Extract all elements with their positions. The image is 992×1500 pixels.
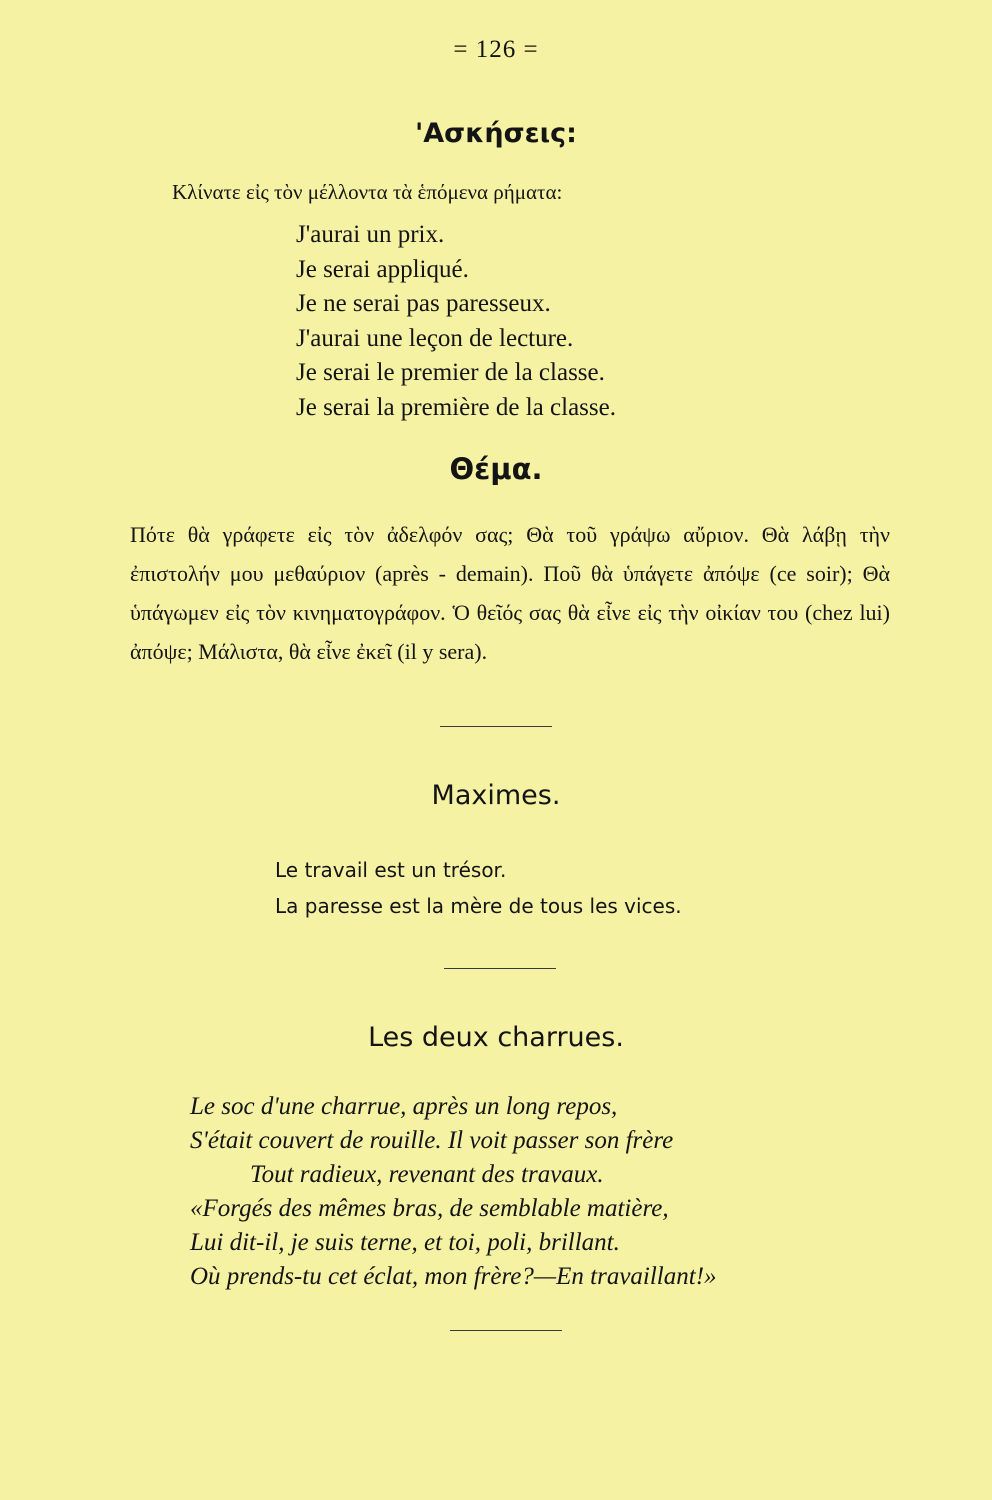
exercise-sentence: Je ne serai pas paresseux. (296, 290, 551, 317)
maxim-line: La paresse est la mère de tous les vices. (275, 894, 682, 918)
poem-line: Où prends-tu cet éclat, mon frère?—En travaillant!» (190, 1263, 717, 1290)
page-number: = 126 = (453, 36, 539, 63)
poem-line: Le soc d'une charrue, après un long repos, (190, 1093, 618, 1120)
exercise-sentence: J'aurai un prix. (296, 221, 445, 248)
poem-line: Lui dit-il, je suis terne, et toi, poli, brillant. (190, 1229, 620, 1256)
poem-line: Tout radieux, revenant des travaux. (250, 1161, 604, 1188)
poem-line: «Forgés des mêmes bras, de semblable matière, (190, 1195, 669, 1222)
exercise-sentences (296, 218, 616, 425)
poem-verses (190, 1090, 717, 1294)
maxims-list (275, 852, 682, 924)
section-divider (440, 726, 552, 727)
exercise-sentence: Je serai le premier de la classe. (296, 359, 605, 386)
exercise-sentence: Je serai la première de la classe. (296, 393, 616, 421)
exercises-instruction: Κλίνατε εἰς τὸν μέλλοντα τὰ ἑπόμενα ρήματα: (172, 180, 563, 204)
theme-heading: Θέμα. (449, 452, 543, 486)
poem-line: S'était couvert de rouille. Il voit passer son frère (190, 1127, 674, 1154)
theme-paragraph: Πότε θὰ γράφετε εἰς τὸν ἀδελφόν σας; Θὰ τοῦ γράψω αὔριον. Θὰ λάβῃ τὴν ἐπιστολήν μου μεθαύριον (après - demain). Ποῦ θὰ ὑπάγετε ἀπόψε (ce soir); Θὰ ὑπάγωμεν εἰς τὸν κινηματογράφον. Ὁ θεῖός σας θὰ εἶνε εἰς τὴν οἰκίαν του (chez lui) ἀπόψε; Μάλιστα, θὰ εἶνε ἐκεῖ (il y sera). (130, 522, 890, 664)
section-divider (444, 968, 556, 969)
maxims-heading: Maximes. (431, 780, 561, 811)
exercise-sentence: Je serai appliqué. (296, 255, 469, 283)
poem-heading: Les deux charrues. (368, 1022, 624, 1053)
exercise-sentence: J'aurai une leçon de lecture. (296, 324, 574, 352)
maxim-line: Le travail est un trésor. (275, 858, 507, 882)
exercises-heading: 'Ασκήσεις: (415, 118, 577, 149)
section-divider (450, 1330, 562, 1331)
